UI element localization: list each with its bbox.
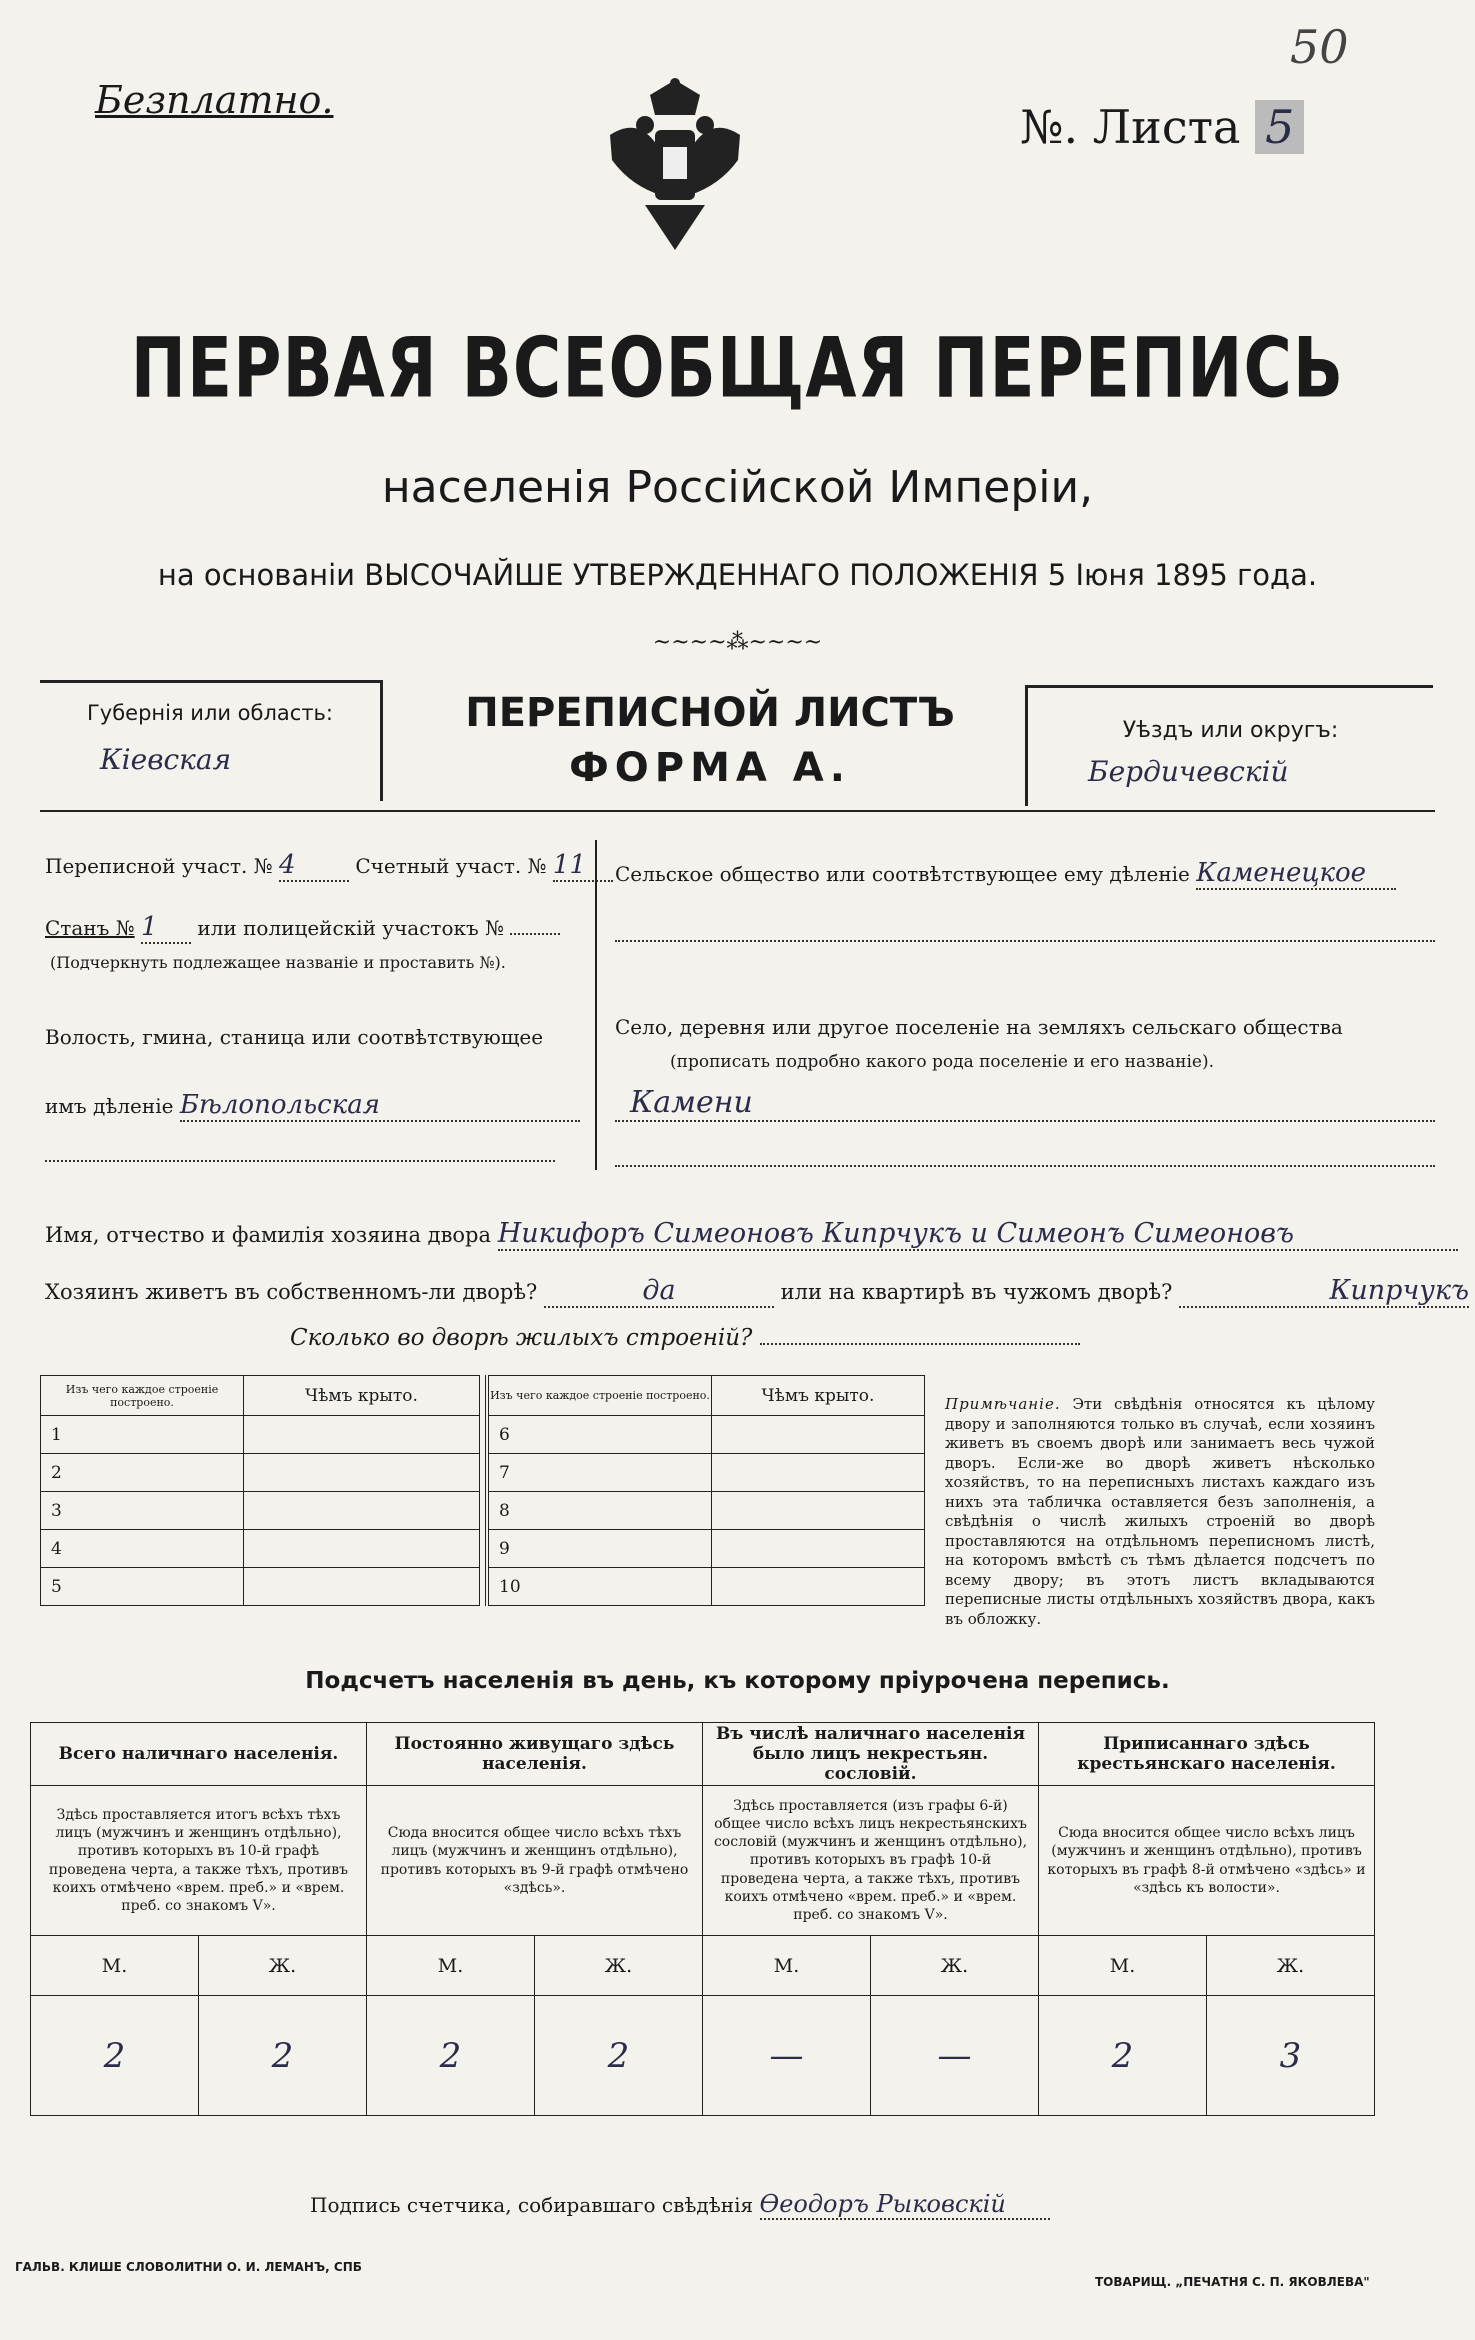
table-row: 6	[487, 1416, 712, 1454]
col-roof: Чѣмъ крыто.	[712, 1376, 925, 1416]
own-label: Хозяинъ живетъ въ собственномъ-ли дворѣ?	[45, 1280, 538, 1304]
count-value: 2	[199, 1996, 367, 2116]
gubernia-value: Кіевская	[100, 743, 232, 776]
count-value: —	[703, 1996, 871, 2116]
buildings-table-right	[485, 1375, 925, 1606]
count-col-4-desc: Сюда вносится общее число всѣхъ лицъ (мужчинъ и женщинъ отдѣльно), противъ которыхъ въ графѣ 8-й отмѣчено «здѣсь» и «здѣсь къ волости».	[1039, 1786, 1375, 1936]
count-table	[30, 1722, 1375, 2116]
count-col-1-desc: Здѣсь проставляется итогъ всѣхъ тѣхъ лицъ (мужчинъ и женщинъ отдѣльно), противъ которыхъ въ 10-й графѣ проведена черта, а также тѣхъ, противъ коихъ отмѣчено «врем. преб.» и «врем. преб. со знакомъ V».	[31, 1786, 367, 1936]
sheet-number-value: 5	[1255, 100, 1304, 154]
table-row: 1	[41, 1416, 244, 1454]
count-value: —	[871, 1996, 1039, 2116]
table-row: 7	[487, 1454, 712, 1492]
owner-value-2: Кипрчукъ	[1179, 1275, 1469, 1308]
selskoe-label: Сельское общество или соотвѣтствующее ему дѣленіе	[615, 862, 1190, 886]
volost-value: Бѣлопольская	[180, 1090, 580, 1122]
selskoe-extra-line	[615, 940, 1435, 942]
column-divider	[595, 840, 597, 1170]
sheet-number-label: №. Листа	[1020, 100, 1241, 154]
signature-value: Өеодоръ Рыковскій	[760, 2190, 1050, 2220]
selo-extra-line	[615, 1165, 1435, 1167]
perepisnoy-label: Переписной участ. №	[45, 854, 273, 878]
volost-row	[45, 1090, 580, 1122]
col-material: Изъ чего каждое строеніе построено.	[487, 1376, 712, 1416]
owner-label: Имя, отчество и фамилія хозяина двора	[45, 1223, 492, 1247]
form-title: ПЕРЕПИСНОЙ ЛИСТЪ	[465, 690, 955, 736]
perepisnoy-row	[45, 850, 613, 882]
table-row: 8	[487, 1492, 712, 1530]
table-row: 9	[487, 1530, 712, 1568]
col-material: Изъ чего каждое строеніе построено.	[41, 1376, 244, 1416]
note-label: Примѣчаніе.	[945, 1395, 1061, 1413]
signature-row	[310, 2190, 1050, 2220]
gubernia-box	[40, 680, 383, 801]
printer-right: ТОВАРИЩ. „ПЕЧАТНЯ С. П. ЯКОВЛЕВА"	[1095, 2275, 1370, 2289]
buildings-label: Сколько во дворѣ жилыхъ строеній?	[290, 1325, 753, 1351]
count-zh-label: Ж.	[199, 1936, 367, 1996]
page-title: ПЕРВАЯ ВСЕОБЩАЯ ПЕРЕПИСЬ	[130, 320, 1345, 417]
volost-label: Волость, гмина, станица или соотвѣтствующее	[45, 1025, 544, 1049]
form-divider	[40, 810, 1435, 812]
basis-line: на основаніи ВЫСОЧАЙШЕ УТВЕРЖДЕННАГО ПОЛОЖЕНІЯ 5 Іюня 1895 года.	[157, 558, 1318, 592]
stan-value: 1	[141, 912, 191, 944]
owner-row	[45, 1218, 1458, 1251]
rent-label: или на квартирѣ въ чужомъ дворѣ?	[780, 1280, 1173, 1304]
own-value: да	[544, 1275, 774, 1308]
corner-number: 50	[1290, 20, 1349, 74]
table-row: 2	[41, 1454, 244, 1492]
underline-note: (Подчеркнуть подлежащее названіе и проставить №).	[50, 953, 506, 972]
note-text: Эти свѣдѣнія относятся къ цѣлому двору и заполняются только въ случаѣ, если хозяинъ живетъ въ своемъ дворѣ или занимаетъ весь чужой дворъ. Если-же во дворѣ живетъ нѣсколько хозяйствъ, то на переписныхъ листахъ каждаго изъ нихъ эта табличка оставляется безъ заполненія, а свѣдѣнія о числѣ жилыхъ строеній во дворѣ проставляются на отдѣльномъ переписномъ листѣ, на которомъ вмѣстѣ съ тѣмъ дѣлается подсчетъ по всему двору; въ этотъ листъ вкладываются переписные листы отдѣльныхъ хозяйствъ двора, какъ въ обложку.	[945, 1395, 1375, 1628]
schetny-label: Счетный участ. №	[355, 854, 547, 878]
note-block	[945, 1395, 1375, 1629]
count-col-4-head: Приписаннаго здѣсь крестьянскаго населенія.	[1039, 1723, 1375, 1786]
count-value: 2	[367, 1996, 535, 2116]
count-zh-label: Ж.	[535, 1936, 703, 1996]
owner-value: Никифоръ Симеоновъ Кипрчукъ и Симеонъ Симеоновъ	[498, 1218, 1458, 1251]
selo-label: Село, деревня или другое поселеніе на земляхъ сельскаго общества	[615, 1015, 1343, 1039]
count-col-3-head: Въ числѣ наличнаго населенія было лицъ некрестьян. сословій.	[703, 1723, 1039, 1786]
count-title: Подсчетъ населенія въ день, къ которому пріурочена перепись.	[305, 1668, 1170, 1694]
gubernia-label: Губернія или область:	[86, 701, 334, 725]
col-roof: Чѣмъ крыто.	[244, 1376, 480, 1416]
ornament: ~~~~⁂~~~~	[652, 630, 823, 655]
count-col-1-head: Всего наличнаго населенія.	[31, 1723, 367, 1786]
form-name: ФОРМА А.	[569, 745, 851, 791]
table-row: 3	[41, 1492, 244, 1530]
uezd-label: Уѣздъ или округъ:	[1122, 718, 1339, 743]
count-value: 2	[1039, 1996, 1207, 2116]
count-col-2-desc: Сюда вносится общее число всѣхъ тѣхъ лицъ (мужчинъ и женщинъ отдѣльно), противъ которыхъ въ 9-й графѣ отмѣчено «здѣсь».	[367, 1786, 703, 1936]
free-label: Безплатно.	[95, 78, 334, 122]
count-zh-label: Ж.	[1207, 1936, 1375, 1996]
selskoe-row	[615, 858, 1396, 890]
perepisnoy-value: 4	[279, 850, 349, 882]
own-row	[45, 1275, 1469, 1308]
uezd-value: Бердичевскій	[1088, 755, 1289, 788]
selo-note: (прописать подробно какого рода поселеніе и его названіе).	[670, 1052, 1214, 1072]
stan-label: Станъ №	[45, 916, 135, 940]
sheet-number	[1020, 100, 1304, 154]
count-value: 2	[31, 1996, 199, 2116]
printer-left: ГАЛЬВ. КЛИШЕ СЛОВОЛИТНИ О. И. ЛЕМАНЪ, СПБ	[15, 2260, 362, 2274]
count-value: 3	[1207, 1996, 1375, 2116]
count-col-2-head: Постоянно живущаго здѣсь населенія.	[367, 1723, 703, 1786]
buildings-table-left	[40, 1375, 480, 1606]
volost-extra-line	[45, 1160, 555, 1162]
count-m-label: М.	[703, 1936, 871, 1996]
volost-label-2: имъ дѣленіе	[45, 1094, 174, 1118]
stan-row	[45, 912, 560, 944]
count-col-3-desc: Здѣсь проставляется (изъ графы 6-й) общее число всѣхъ лицъ некрестьянскихъ сословій (мужчинъ и женщинъ отдѣльно), противъ которыхъ въ графѣ 10-й проведена черта, а также тѣхъ, противъ коихъ отмѣчено «врем. преб.» и «врем. преб. со знакомъ V».	[703, 1786, 1039, 1936]
police-label: или полицейскій участокъ №	[197, 916, 505, 940]
count-m-label: М.	[31, 1936, 199, 1996]
buildings-row	[290, 1325, 1080, 1351]
count-value: 2	[535, 1996, 703, 2116]
selo-value: Камени	[615, 1085, 1435, 1122]
schetny-value: 11	[553, 850, 613, 882]
page-subtitle: населенія Россійской Имперіи,	[381, 462, 1094, 513]
selskoe-value: Каменецкое	[1196, 858, 1396, 890]
count-m-label: М.	[1039, 1936, 1207, 1996]
table-row: 4	[41, 1530, 244, 1568]
count-zh-label: Ж.	[871, 1936, 1039, 1996]
count-m-label: М.	[367, 1936, 535, 1996]
signature-label: Подпись счетчика, собиравшаго свѣдѣнія	[310, 2193, 754, 2217]
imperial-eagle-icon	[600, 75, 750, 260]
uezd-box	[1025, 685, 1433, 806]
table-row: 10	[487, 1568, 712, 1606]
table-row: 5	[41, 1568, 244, 1606]
